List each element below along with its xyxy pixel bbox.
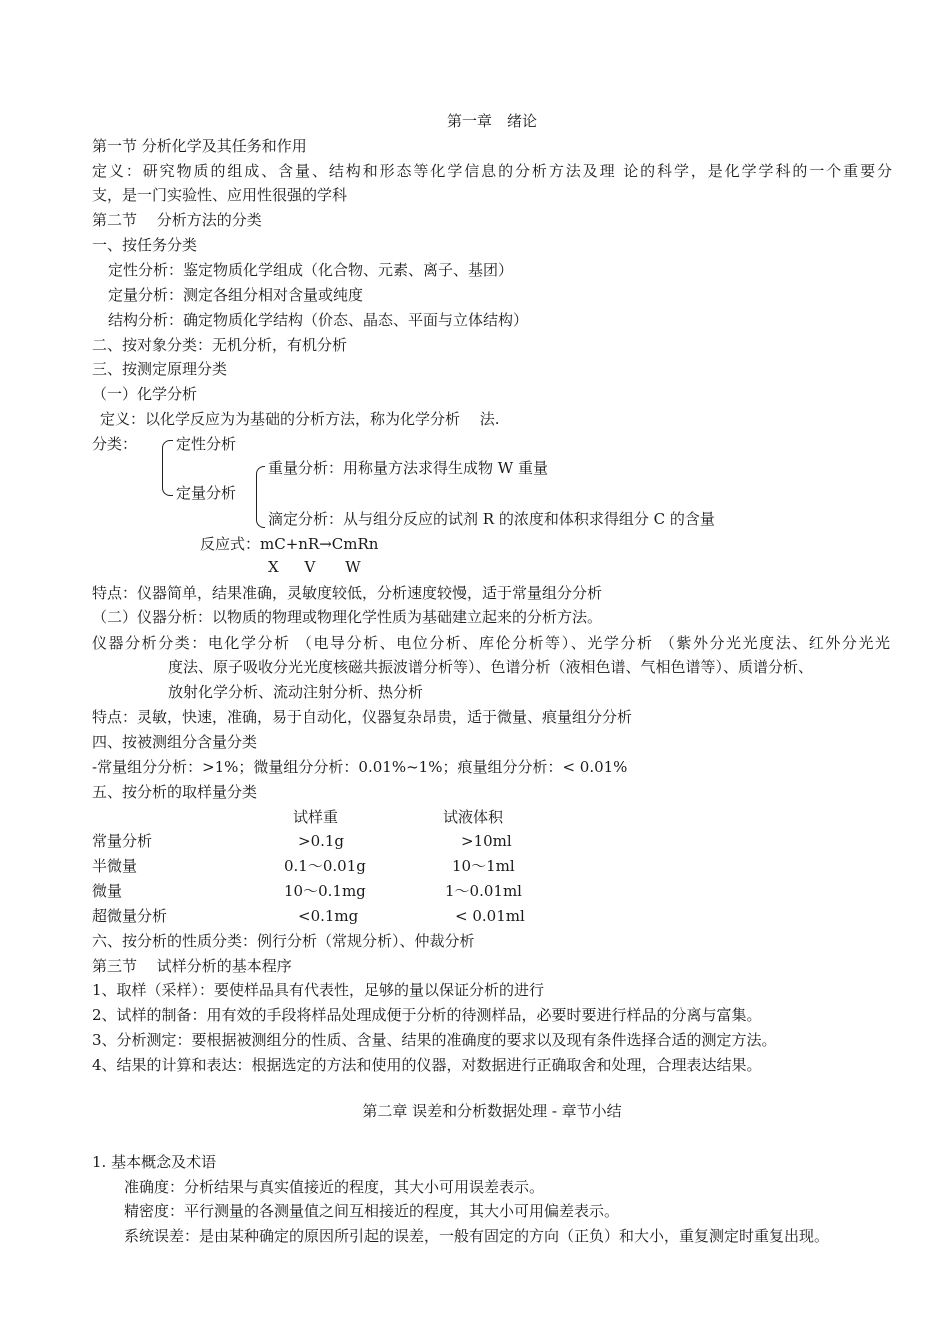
section1-heading: 第一节 分析化学及其任务和作用 bbox=[92, 137, 307, 155]
chemical-analysis-features: 特点：仪器简单，结果准确，灵敏度较低，分析速度较慢，适于常量组分分析 bbox=[92, 584, 603, 602]
chemical-analysis-definition: 定义：以化学反应为为基础的分析方法，称为化学分析 法. bbox=[100, 410, 500, 428]
table-cell: 微量 bbox=[92, 882, 123, 900]
procedure-step: 4、结果的计算和表达：根据选定的方法和使用的仪器，对数据进行正确取舍和处理，合理表达结果。 bbox=[92, 1056, 762, 1074]
instrumental-classification-line-1: 仪器分析分类：电化学分析 （电导分析、电位分析、库伦分析等）、光学分析 （紫外分光光度法、红外分光光 bbox=[92, 634, 890, 652]
by-content-heading: 四、按被测组分含量分类 bbox=[92, 733, 258, 751]
table-cell: 1～0.01ml bbox=[445, 882, 522, 900]
table-cell: >10ml bbox=[461, 832, 512, 850]
instrumental-analysis-heading: （二）仪器分析：以物质的物理或物理化学性质为基础建立起来的分析方法。 bbox=[92, 608, 603, 626]
class-quantitative: 定量分析 bbox=[176, 484, 237, 502]
procedure-step: 2、试样的制备：用有效的手段将样品处理成便于分析的待测样品，必要时要进行样品的分离与富集。 bbox=[92, 1006, 762, 1024]
instrumental-classification-line-3: 放射化学分析、流动注射分析、热分析 bbox=[168, 683, 424, 701]
table-cell: 10～0.1mg bbox=[284, 882, 366, 900]
chapter1-title: 第一章 绪论 bbox=[446, 112, 537, 130]
section2-heading: 第二节 分析方法的分类 bbox=[92, 211, 262, 229]
structural-analysis: 结构分析：确定物质化学结构（价态、晶态、平面与立体结构） bbox=[108, 311, 529, 329]
by-sample-heading: 五、按分析的取样量分类 bbox=[92, 783, 258, 801]
table-header-sample-weight: 试样重 bbox=[293, 808, 339, 826]
instrumental-analysis-features: 特点：灵敏，快速，准确，易于自动化，仪器复杂昂贵，适于微量、痕量组分分析 bbox=[92, 708, 633, 726]
table-cell: < 0.01ml bbox=[455, 907, 525, 925]
reaction-variables: X V W bbox=[268, 558, 361, 576]
table-cell: 0.1～0.01g bbox=[284, 857, 366, 875]
by-task-heading: 一、按任务分类 bbox=[92, 236, 198, 254]
definition-line-1: 定义：研究物质的组成、含量、结构和形态等化学信息的分析方法及理 论的科学，是化学学科的一个重要分 bbox=[92, 162, 892, 180]
concepts-heading: 1. 基本概念及术语 bbox=[92, 1153, 217, 1171]
table-cell: <0.1mg bbox=[298, 907, 359, 925]
gravimetric-analysis: 重量分析：用称量方法求得生成物 W 重量 bbox=[268, 459, 548, 477]
titration-analysis: 滴定分析：从与组分反应的试剂 R 的浓度和体积求得组分 C 的含量 bbox=[268, 510, 715, 528]
definition-line-2: 支，是一门实验性、应用性很强的学科 bbox=[92, 186, 348, 204]
classification-label: 分类： bbox=[92, 435, 138, 453]
accuracy-definition: 准确度：分析结果与真实值接近的程度，其大小可用误差表示。 bbox=[124, 1178, 545, 1196]
procedure-step: 1、取样（采样）：要使样品具有代表性，足够的量以保证分析的进行 bbox=[92, 981, 545, 999]
class-qualitative: 定性分析 bbox=[176, 435, 237, 453]
by-object-heading: 二、按对象分类：无机分析，有机分析 bbox=[92, 336, 348, 354]
table-cell: 常量分析 bbox=[92, 832, 153, 850]
section3-heading: 第三节 试样分析的基本程序 bbox=[92, 957, 292, 975]
table-header-solution-volume: 试液体积 bbox=[443, 808, 504, 826]
table-cell: 半微量 bbox=[92, 857, 138, 875]
systematic-error-definition: 系统误差：是由某种确定的原因所引起的误差，一般有固定的方向（正负）和大小，重复测定时重复出现。 bbox=[124, 1227, 830, 1245]
qualitative-analysis: 定性分析：鉴定物质化学组成（化合物、元素、离子、基团） bbox=[108, 261, 514, 279]
reaction-equation: 反应式：mC+nR→CmRn bbox=[200, 535, 379, 553]
procedure-step: 3、分析测定：要根据被测组分的性质、含量、结果的准确度的要求以及现有条件选择合适的测定方法。 bbox=[92, 1031, 777, 1049]
chemical-analysis-heading: （一）化学分析 bbox=[92, 385, 198, 403]
table-cell: 超微量分析 bbox=[92, 907, 168, 925]
content-classification: -常量组分分析：>1%；微量组分分析：0.01%~1%；痕量组分分析：< 0.01% bbox=[92, 758, 628, 776]
instrumental-classification-line-2: 度法、原子吸收分光光度核磁共振波谱分析等）、色谱分析（液相色谱、气相色谱等）、质谱分析、 bbox=[168, 658, 814, 676]
by-nature-heading: 六、按分析的性质分类：例行分析（常规分析）、仲裁分析 bbox=[92, 932, 475, 950]
table-cell: 10～1ml bbox=[452, 857, 515, 875]
brace-classification bbox=[162, 440, 173, 496]
quantitative-analysis: 定量分析：测定各组分相对含量或纯度 bbox=[108, 286, 364, 304]
brace-quantitative bbox=[256, 466, 265, 528]
precision-definition: 精密度：平行测量的各测量值之间互相接近的程度，其大小可用偏差表示。 bbox=[124, 1202, 620, 1220]
chapter2-title: 第二章 误差和分析数据处理 - 章节小结 bbox=[362, 1102, 622, 1120]
table-cell: >0.1g bbox=[298, 832, 345, 850]
by-principle-heading: 三、按测定原理分类 bbox=[92, 360, 228, 378]
